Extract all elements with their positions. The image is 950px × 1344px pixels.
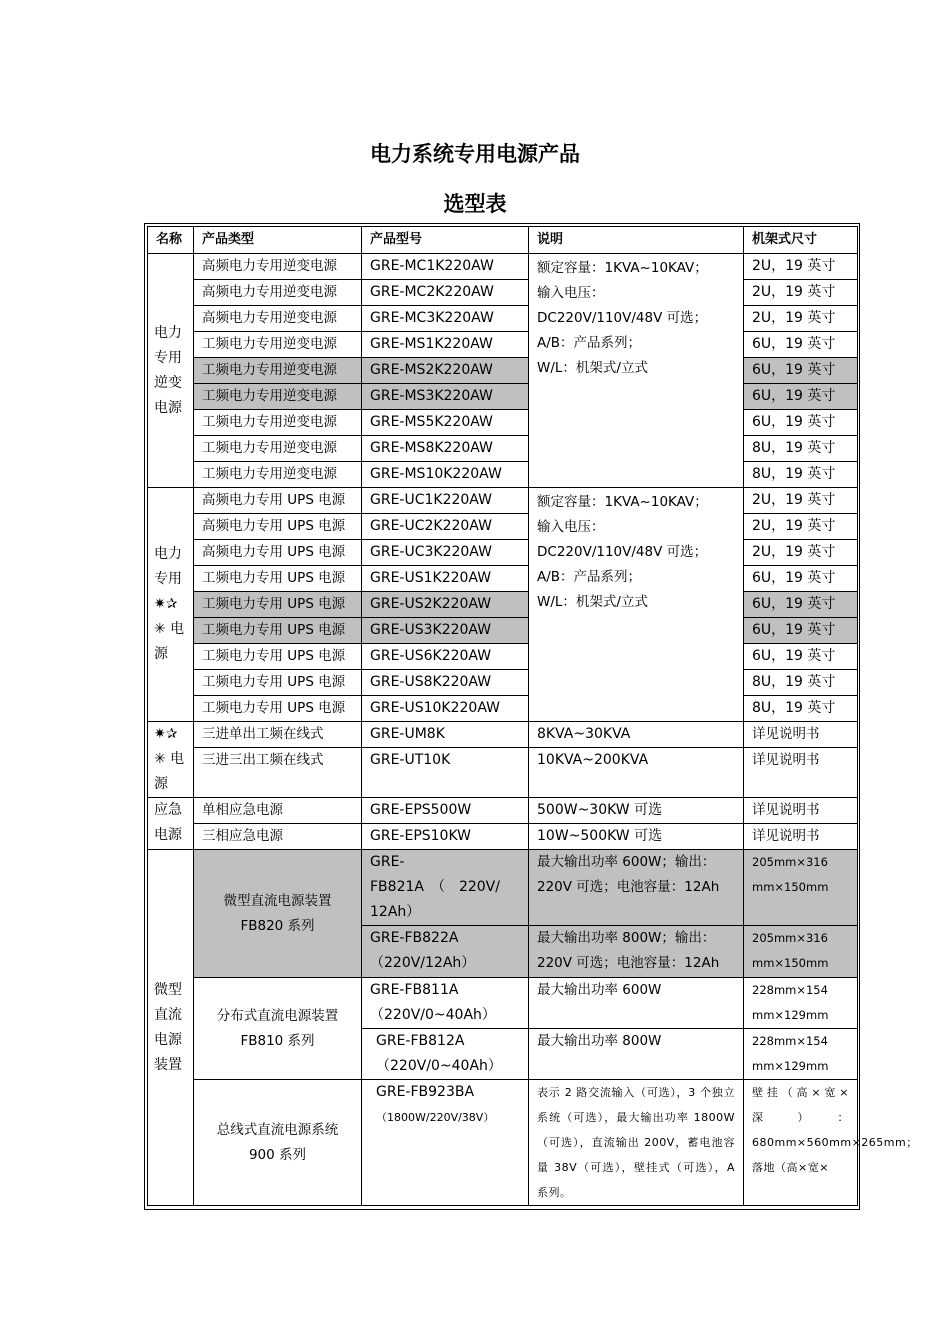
product-type: 高频电力专用 UPS 电源 [194,488,362,514]
group-dc-power [148,850,918,1206]
header-desc: 说明 [529,227,744,254]
table-row [148,410,858,436]
rack-size: 6U，19 英寸 [744,358,858,384]
rack-size: 2U，19 英寸 [744,254,858,280]
table-row [148,618,858,644]
product-type: 三进单出工频在线式 [194,722,362,748]
header-row [148,227,858,254]
product-type: 微型直流电源装置 FB820 系列 [194,850,362,978]
product-model: GRE-EPS500W [362,798,529,824]
selection-table [147,226,918,1206]
product-model: GRE-US6K220AW [362,644,529,670]
product-model: GRE-FB811A （220V/0~40Ah） [362,978,529,1029]
product-type: 工频电力专用逆变电源 [194,462,362,488]
table-row [148,824,858,850]
rack-size: 228mm×154 mm×129mm [744,978,858,1029]
product-model: GRE-US10K220AW [362,696,529,722]
product-model: GRE-MC2K220AW [362,280,529,306]
group-ups [148,488,858,722]
table-row [148,1080,858,1206]
product-type: 总线式直流电源系统 900 系列 [194,1080,362,1206]
header-size: 机架式尺寸 [744,227,858,254]
product-desc: 8KVA~30KVA [529,722,744,748]
table-row [148,384,858,410]
product-type: 工频电力专用逆变电源 [194,384,362,410]
table-row [148,514,858,540]
product-model: GRE-US3K220AW [362,618,529,644]
group-emergency [148,798,858,850]
rack-size: 6U，19 英寸 [744,332,858,358]
table-row [148,332,858,358]
rack-size: 详见说明书 [744,722,858,748]
product-model: GRE-MS1K220AW [362,332,529,358]
rack-size: 详见说明书 [744,748,858,798]
product-model [362,1080,529,1206]
table-row [148,358,858,384]
product-desc: 最大输出功率 600W [529,978,744,1029]
rack-size: 6U，19 英寸 [744,592,858,618]
rack-size: 详见说明书 [744,798,858,824]
page-subtitle: 选型表 [443,192,507,216]
product-model: GRE-MS2K220AW [362,358,529,384]
table-row [148,540,858,566]
group-name: ✷✰ ✳ 电 源 [148,722,194,798]
product-model: GRE-US1K220AW [362,566,529,592]
product-model: GRE- FB821A （ 220V/ 12Ah） [362,850,529,926]
rack-size: 8U，19 英寸 [744,436,858,462]
model-note: （1800W/220V/38V） [376,1111,495,1124]
table-row [148,280,858,306]
product-type: 高频电力专用 UPS 电源 [194,540,362,566]
product-model: GRE-FB822A （220V/12Ah） [362,926,529,978]
group-name: 电力 专用 ✷✰ ✳ 电 源 [148,488,194,722]
product-type: 工频电力专用逆变电源 [194,410,362,436]
page-title: 电力系统专用电源产品 [370,142,580,166]
rack-size: 6U，19 英寸 [744,384,858,410]
table-row [148,592,858,618]
product-type: 高频电力专用逆变电源 [194,306,362,332]
product-desc: 500W~30KW 可选 [529,798,744,824]
rack-size: 8U，19 英寸 [744,670,858,696]
rack-size: 228mm×154 mm×129mm [744,1029,858,1080]
product-model: GRE-MC1K220AW [362,254,529,280]
product-model: GRE-EPS10KW [362,824,529,850]
product-desc: 最大输出功率 800W [529,1029,744,1080]
rack-size: 205mm×316 mm×150mm [744,926,858,978]
product-model: GRE-UC2K220AW [362,514,529,540]
rack-size: 2U，19 英寸 [744,488,858,514]
table-row [148,978,858,1029]
product-type: 高频电力专用逆变电源 [194,280,362,306]
product-model: GRE-MS10K220AW [362,462,529,488]
product-type: 三进三出工频在线式 [194,748,362,798]
product-model: GRE-UM8K [362,722,529,748]
table-row [148,254,858,280]
product-desc: 额定容量：1KVA~10KAV； 输入电压： DC220V/110V/48V 可选； A/B：产品系列； W/L：机架式/立式 [529,254,744,488]
rack-size: 2U，19 英寸 [744,280,858,306]
rack-size: 2U，19 英寸 [744,514,858,540]
product-model: GRE-FB812A （220V/0~40Ah） [362,1029,529,1080]
rack-size: 壁挂（高×宽×深）：680mm×560mm×265mm；落地（高×宽× [744,1080,858,1206]
product-desc: 表示 2 路交流输入（可选），3 个独立系统（可选），最大输出功率 1800W（可选），直流输出 200V，蓄电池容量 38V（可选），壁挂式（可选），A 系列。 [529,1080,744,1206]
rack-size: 6U，19 英寸 [744,618,858,644]
rack-size: 205mm×316 mm×150mm [744,850,858,926]
product-type: 工频电力专用 UPS 电源 [194,592,362,618]
rack-size: 6U，19 英寸 [744,644,858,670]
product-model: GRE-MS5K220AW [362,410,529,436]
table-row [148,670,858,696]
group-name: 电力 专用 逆变 电源 [148,254,194,488]
product-desc: 最大输出功率 600W；输出： 220V 可选；电池容量：12Ah [529,850,744,926]
product-type: 三相应急电源 [194,824,362,850]
product-desc: 额定容量：1KVA~10KAV； 输入电压： DC220V/110V/48V 可选； A/B：产品系列； W/L：机架式/立式 [529,488,744,722]
header-type: 产品类型 [194,227,362,254]
rack-size: 8U，19 英寸 [744,696,858,722]
table-row [148,488,858,514]
group-online-ups [148,722,858,798]
product-desc: 10W~500KW 可选 [529,824,744,850]
rack-size: 8U，19 英寸 [744,462,858,488]
table-row [148,722,858,748]
table-row [148,798,858,824]
product-model: GRE-UC3K220AW [362,540,529,566]
product-type: 工频电力专用 UPS 电源 [194,618,362,644]
table-row [148,566,858,592]
table-row [148,696,858,722]
product-type: 工频电力专用 UPS 电源 [194,670,362,696]
product-model: GRE-MS8K220AW [362,436,529,462]
table-row [148,850,858,926]
rack-size: 2U，19 英寸 [744,306,858,332]
group-name: 应急 电源 [148,798,194,850]
group-name: 微型 直流 电源 装置 [148,850,194,1206]
product-type: 工频电力专用 UPS 电源 [194,566,362,592]
product-type: 工频电力专用 UPS 电源 [194,644,362,670]
product-desc: 10KVA~200KVA [529,748,744,798]
product-desc: 最大输出功率 800W；输出： 220V 可选；电池容量：12Ah [529,926,744,978]
product-type: 工频电力专用逆变电源 [194,358,362,384]
table-row [148,462,858,488]
header-name: 名称 [148,227,194,254]
product-model: GRE-MC3K220AW [362,306,529,332]
selection-table-frame [144,223,918,1210]
product-type: 高频电力专用 UPS 电源 [194,514,362,540]
product-type: 分布式直流电源装置 FB810 系列 [194,978,362,1080]
product-type: 工频电力专用逆变电源 [194,332,362,358]
product-type: 工频电力专用逆变电源 [194,436,362,462]
table-row [148,306,858,332]
rack-size: 6U，19 英寸 [744,410,858,436]
table-row [148,436,858,462]
group-inverter [148,254,858,488]
product-model: GRE-MS3K220AW [362,384,529,410]
table-row [148,748,858,798]
rack-size: 2U，19 英寸 [744,540,858,566]
product-type: 工频电力专用 UPS 电源 [194,696,362,722]
product-model: GRE-UC1K220AW [362,488,529,514]
product-model: GRE-US2K220AW [362,592,529,618]
header-model: 产品型号 [362,227,529,254]
model-code: GRE-FB923BA [376,1084,475,1100]
product-type: 单相应急电源 [194,798,362,824]
product-model: GRE-US8K220AW [362,670,529,696]
product-type: 高频电力专用逆变电源 [194,254,362,280]
rack-size: 详见说明书 [744,824,858,850]
rack-size: 6U，19 英寸 [744,566,858,592]
product-model: GRE-UT10K [362,748,529,798]
table-row [148,644,858,670]
